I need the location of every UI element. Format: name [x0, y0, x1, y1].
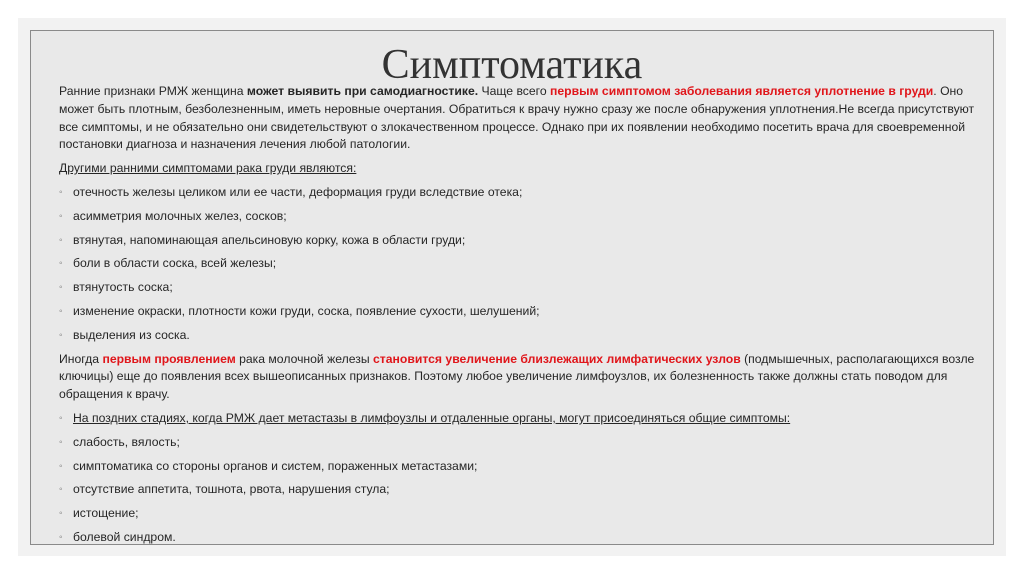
list-item: ◦ симптоматика со стороны органов и систем, пораженных метастазами; — [59, 458, 979, 475]
list1-heading: Другими ранними симптомами рака груди являются: — [59, 161, 357, 176]
list-item: ◦ втянутая, напоминающая апельсиновую корку, кожа в области груди; — [59, 232, 979, 249]
slide-content — [59, 83, 979, 553]
list-item: ◦ втянутость соска; — [59, 279, 979, 296]
highlight-text: первым проявлением — [102, 351, 236, 366]
lymph-paragraph — [59, 351, 979, 404]
list-item: ◦ истощение; — [59, 505, 979, 522]
intro-paragraph — [59, 83, 979, 154]
text: . Оно может быть плотным, безболезненным, иметь неровные очертания. Обратиться к врачу нужно сразу же после обнаружения уплотнения.Не всегда присутствуют все симптомы, и не обязательно они свидетельствуют о злокачественном процессе. Однако при их появлении необходимо посетить врача для своевременной постановки диагноза и назначения лечения любой патологии. — [59, 84, 975, 152]
list-item: ◦ отсутствие аппетита, тошнота, рвота, нарушения стула; — [59, 481, 979, 498]
highlight-text: становится увеличение близлежащих лимфатических узлов — [373, 351, 741, 366]
text: Ранние признаки РМЖ женщина — [59, 84, 247, 98]
text: Иногда — [59, 351, 103, 366]
early-symptoms-list — [59, 184, 979, 344]
highlight-text: первым симптомом заболевания является уплотнение в груди — [550, 84, 934, 98]
list-item: ◦ болевой синдром. — [59, 529, 979, 546]
list-item: ◦ изменение окраски, плотности кожи груди, соска, появление сухости, шелушений; — [59, 303, 979, 320]
list2-heading: ◦ На поздних стадиях, когда РМЖ дает метастазы в лимфоузлы и отдаленные органы, могут присоединяться общие симптомы: — [59, 410, 979, 427]
bold-text: может выявить при самодиагностике. — [246, 84, 479, 98]
late-symptoms-list — [59, 410, 979, 546]
list-item: ◦ отечность железы целиком или ее части, деформация груди вследствие отека; — [59, 184, 979, 201]
text: рака молочной железы — [235, 351, 374, 366]
text: (подмышечных, располагающихся возле ключицы) еще до появления всех вышеописанных признаков. Поэтому любое увеличение лимфоузлов, их болезненность также должны стать поводом для обращения к врачу. — [59, 351, 975, 402]
list-item: ◦ боли в области соска, всей железы; — [59, 255, 979, 272]
slide — [30, 30, 994, 545]
text: Чаще всего — [478, 84, 551, 98]
list-item: ◦ асимметрия молочных желез, сосков; — [59, 208, 979, 225]
list-item: ◦ слабость, вялость; — [59, 434, 979, 451]
list-item: ◦ выделения из соска. — [59, 327, 979, 344]
slide-title: Симптоматика — [381, 42, 643, 88]
